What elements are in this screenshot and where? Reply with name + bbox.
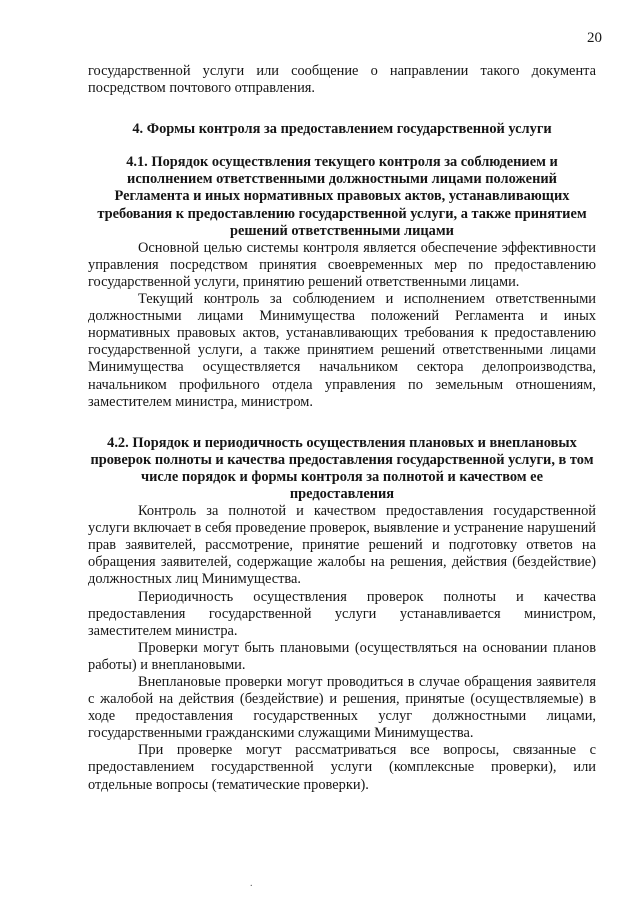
section-4-2-paragraph: Контроль за полнотой и качеством предоставления государственной услуги включает в себя проведение проверок, выявление и устранение нарушений прав заявителей, рассмотрение, принятие решений и подготовку ответов на обращения заявителей, содержащие жалобы на решения, действия (бездействие) должностных лиц Минимущества.: [88, 503, 596, 588]
page-number: 20: [587, 30, 602, 46]
section-4-1-paragraph: Основной целью системы контроля является обеспечение эффективности управления посредством принятия своевременных мер по предоставлению государственной услуги, принятию решений ответственными лицами.: [88, 239, 596, 290]
section-4-2-paragraph: Внеплановые проверки могут проводиться в случае обращения заявителя с жалобой на действия (бездействие) и решения, принятые (осуществляемые) в ходе предоставления государственных услуг должностными лицами, государственными гражданскими служащими Минимущества.: [88, 674, 596, 742]
section-4-1-title: 4.1. Порядок осуществления текущего контроля за соблюдением и исполнением ответственными должностными лицами положений Регламента и иных нормативных правовых актов, устанавливающих требования к предоставлению государственной услуги, а также принятием решений ответственными лицами: [97, 154, 587, 239]
document-body: [88, 63, 596, 794]
section-4-2-paragraph: При проверке могут рассматриваться все вопросы, связанные с предоставлением государственной услуги (комплексные проверки), или отдельные вопросы (тематические проверки).: [88, 742, 596, 793]
intro-paragraph: государственной услуги или сообщение о направлении такого документа посредством почтового отправления.: [88, 63, 596, 97]
footer-mark: .: [250, 878, 253, 889]
section-4-1-paragraph: Текущий контроль за соблюдением и исполнением ответственными должностными лицами Минимущества положений Регламента и иных нормативных правовых актов, устанавливающих требования к предоставлению государственной услуги, а также принятием решений ответственными лицами Минимущества осуществляется начальником сектора делопроизводства, начальником профильного отдела управления по земельным отношениям, заместителем министра, министром.: [88, 291, 596, 410]
section-4-title: 4. Формы контроля за предоставлением государственной услуги: [132, 121, 552, 138]
section-4-2-paragraph: Проверки могут быть плановыми (осуществляться на основании планов работы) и внеплановыми.: [88, 639, 596, 673]
section-4-2-title: 4.2. Порядок и периодичность осуществления плановых и внеплановых проверок полноты и качества предоставления государственной услуги, в том числе порядок и формы контроля за полнотой и качеством ее предоставления: [90, 434, 594, 502]
section-4-2-paragraph: Периодичность осуществления проверок полноты и качества предоставления государственной услуги устанавливается министром, заместителем министра.: [88, 588, 596, 639]
